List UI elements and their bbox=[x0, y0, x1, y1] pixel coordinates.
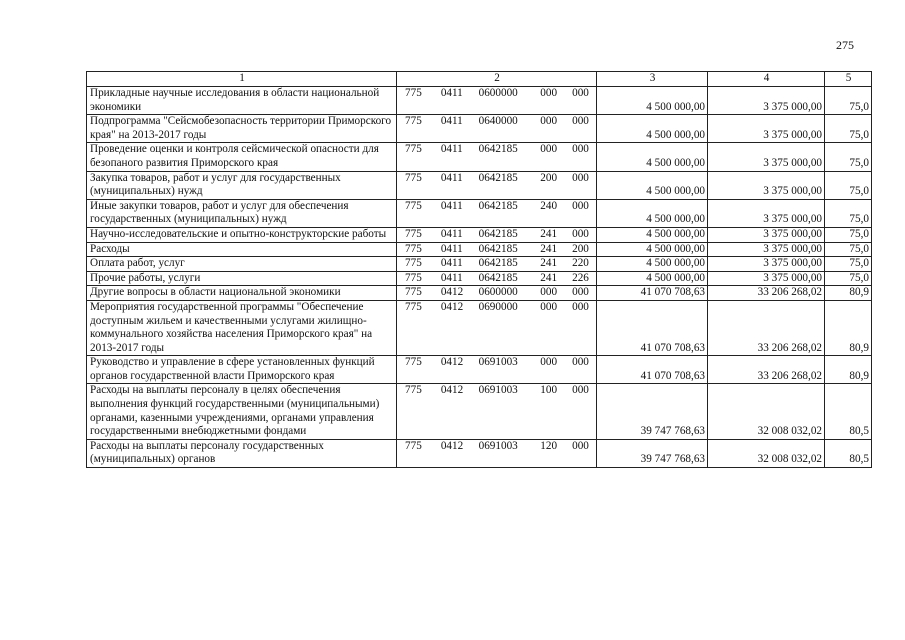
row-name: Оплата работ, услуг bbox=[87, 257, 397, 272]
code-target: 0691003 bbox=[478, 356, 518, 369]
code-kosgu: 000 bbox=[572, 227, 589, 240]
row-value-executed: 3 375 000,00 bbox=[708, 271, 825, 286]
row-value-approved: 4 500 000,00 bbox=[597, 227, 708, 242]
code-kosgu: 000 bbox=[572, 286, 589, 299]
code-target: 0642185 bbox=[478, 143, 518, 156]
code-section: 0411 bbox=[440, 171, 463, 184]
row-name: Руководство и управление в сфере установленных функций органов государственной власти Приморского края bbox=[87, 356, 397, 384]
row-value-percent: 80,5 bbox=[825, 384, 872, 439]
table-header-row bbox=[87, 72, 872, 87]
code-ministry: 775 bbox=[405, 271, 422, 284]
code-ministry: 775 bbox=[405, 439, 422, 452]
row-codes bbox=[397, 115, 597, 143]
code-kosgu: 000 bbox=[572, 300, 589, 313]
row-value-percent: 80,5 bbox=[825, 439, 872, 467]
table-row bbox=[87, 257, 872, 272]
row-codes bbox=[397, 227, 597, 242]
code-section: 0412 bbox=[440, 300, 464, 313]
row-value-executed: 33 206 268,02 bbox=[708, 356, 825, 384]
code-ministry: 775 bbox=[405, 286, 422, 299]
row-name: Закупка товаров, работ и услуг для государственных (муниципальных) нужд bbox=[87, 171, 397, 199]
code-ministry: 775 bbox=[405, 300, 422, 313]
code-ministry: 775 bbox=[405, 115, 422, 128]
row-value-percent: 75,0 bbox=[825, 171, 872, 199]
code-ministry: 775 bbox=[405, 384, 422, 397]
row-value-executed: 32 008 032,02 bbox=[708, 384, 825, 439]
code-kosgu: 000 bbox=[572, 439, 589, 452]
table-row bbox=[87, 171, 872, 199]
code-kosgu: 000 bbox=[572, 87, 589, 99]
row-value-executed: 3 375 000,00 bbox=[708, 87, 825, 115]
code-target: 0640000 bbox=[478, 115, 518, 128]
code-ministry: 775 bbox=[405, 171, 422, 184]
table-row bbox=[87, 271, 872, 286]
code-section: 0412 bbox=[440, 286, 464, 299]
code-kosgu: 220 bbox=[572, 257, 589, 270]
row-value-approved: 41 070 708,63 bbox=[597, 356, 708, 384]
row-name: Мероприятия государственной программы "Обеспечение доступным жильем и качественными услугами жилищно-коммунального хозяйства населения Приморского края" на 2013-2017 годы bbox=[87, 300, 397, 355]
header-col-3: 3 bbox=[597, 72, 708, 87]
row-value-percent: 75,0 bbox=[825, 257, 872, 272]
code-section: 0411 bbox=[440, 271, 463, 284]
code-target: 0642185 bbox=[478, 242, 518, 255]
row-codes bbox=[397, 271, 597, 286]
table-row bbox=[87, 242, 872, 257]
page-number: 275 bbox=[836, 38, 854, 52]
row-codes bbox=[397, 242, 597, 257]
code-section: 0411 bbox=[440, 143, 463, 156]
code-ministry: 775 bbox=[405, 143, 422, 156]
code-target: 0600000 bbox=[478, 286, 518, 299]
row-value-executed: 3 375 000,00 bbox=[708, 199, 825, 227]
code-ministry: 775 bbox=[405, 356, 422, 369]
code-expense-type: 000 bbox=[540, 87, 558, 99]
table-row bbox=[87, 384, 872, 439]
code-target: 0642185 bbox=[478, 271, 518, 284]
code-target: 0691003 bbox=[478, 439, 518, 452]
row-value-percent: 75,0 bbox=[825, 242, 872, 257]
code-target: 0642185 bbox=[478, 171, 518, 184]
code-target: 0642185 bbox=[478, 199, 518, 212]
code-expense-type: 000 bbox=[540, 286, 558, 299]
row-value-executed: 33 206 268,02 bbox=[708, 300, 825, 355]
code-ministry: 775 bbox=[405, 257, 422, 270]
row-name: Расходы на выплаты персоналу в целях обеспечения выполнения функций государственными (муниципальными) органами, казенными учреждениями, органами управления государственными внебюджетными фондами bbox=[87, 384, 397, 439]
row-codes bbox=[397, 300, 597, 355]
code-expense-type: 100 bbox=[540, 384, 558, 397]
row-value-executed: 3 375 000,00 bbox=[708, 227, 825, 242]
row-value-approved: 4 500 000,00 bbox=[597, 199, 708, 227]
code-kosgu: 000 bbox=[572, 115, 589, 128]
row-codes bbox=[397, 439, 597, 467]
code-expense-type: 241 bbox=[540, 242, 558, 255]
code-section: 0411 bbox=[440, 227, 463, 240]
code-kosgu: 226 bbox=[572, 271, 589, 284]
row-codes bbox=[397, 199, 597, 227]
table-row bbox=[87, 356, 872, 384]
header-col-4: 4 bbox=[708, 72, 825, 87]
row-value-executed: 3 375 000,00 bbox=[708, 171, 825, 199]
code-kosgu: 000 bbox=[572, 356, 589, 369]
row-name: Расходы на выплаты персоналу государственных (муниципальных) органов bbox=[87, 439, 397, 467]
row-value-approved: 4 500 000,00 bbox=[597, 242, 708, 257]
row-value-approved: 39 747 768,63 bbox=[597, 439, 708, 467]
row-value-executed: 3 375 000,00 bbox=[708, 242, 825, 257]
row-value-percent: 75,0 bbox=[825, 227, 872, 242]
code-ministry: 775 bbox=[405, 227, 422, 240]
row-value-approved: 4 500 000,00 bbox=[597, 143, 708, 171]
row-value-percent: 75,0 bbox=[825, 87, 872, 115]
row-value-approved: 4 500 000,00 bbox=[597, 171, 708, 199]
code-section: 0411 bbox=[440, 257, 463, 270]
row-codes bbox=[397, 171, 597, 199]
row-codes bbox=[397, 356, 597, 384]
code-target: 0691003 bbox=[478, 384, 518, 397]
row-codes bbox=[397, 384, 597, 439]
code-section: 0411 bbox=[440, 242, 463, 255]
code-kosgu: 000 bbox=[572, 143, 589, 156]
row-value-executed: 33 206 268,02 bbox=[708, 286, 825, 301]
row-value-approved: 4 500 000,00 bbox=[597, 115, 708, 143]
table-row bbox=[87, 300, 872, 355]
code-expense-type: 240 bbox=[540, 199, 558, 212]
code-section: 0412 bbox=[440, 356, 464, 369]
code-target: 0690000 bbox=[478, 300, 518, 313]
budget-table bbox=[86, 71, 872, 468]
row-codes bbox=[397, 87, 597, 115]
code-expense-type: 000 bbox=[540, 356, 558, 369]
row-name: Научно-исследовательские и опытно-конструкторские работы bbox=[87, 227, 397, 242]
code-ministry: 775 bbox=[405, 87, 422, 99]
row-codes bbox=[397, 286, 597, 301]
row-value-approved: 39 747 768,63 bbox=[597, 384, 708, 439]
row-value-percent: 75,0 bbox=[825, 115, 872, 143]
row-value-approved: 41 070 708,63 bbox=[597, 300, 708, 355]
code-section: 0412 bbox=[440, 439, 464, 452]
row-name: Иные закупки товаров, работ и услуг для обеспечения государственных (муниципальных) нужд bbox=[87, 199, 397, 227]
row-value-approved: 41 070 708,63 bbox=[597, 286, 708, 301]
code-target: 0600000 bbox=[478, 87, 518, 99]
code-kosgu: 200 bbox=[572, 242, 589, 255]
row-value-executed: 3 375 000,00 bbox=[708, 257, 825, 272]
table-row bbox=[87, 87, 872, 115]
code-expense-type: 241 bbox=[540, 271, 558, 284]
code-expense-type: 200 bbox=[540, 171, 558, 184]
code-expense-type: 241 bbox=[540, 257, 558, 270]
code-section: 0411 bbox=[440, 199, 463, 212]
table-row bbox=[87, 199, 872, 227]
code-target: 0642185 bbox=[478, 257, 518, 270]
table-row bbox=[87, 227, 872, 242]
code-expense-type: 241 bbox=[540, 227, 558, 240]
row-value-approved: 4 500 000,00 bbox=[597, 271, 708, 286]
row-codes bbox=[397, 143, 597, 171]
code-kosgu: 000 bbox=[572, 171, 589, 184]
row-value-percent: 80,9 bbox=[825, 286, 872, 301]
code-target: 0642185 bbox=[478, 227, 518, 240]
row-value-executed: 3 375 000,00 bbox=[708, 115, 825, 143]
row-value-executed: 32 008 032,02 bbox=[708, 439, 825, 467]
header-col-1: 1 bbox=[87, 72, 397, 87]
row-name: Проведение оценки и контроля сейсмической опасности для безопаного развития Приморского края bbox=[87, 143, 397, 171]
table-row bbox=[87, 439, 872, 467]
row-value-percent: 75,0 bbox=[825, 143, 872, 171]
row-value-executed: 3 375 000,00 bbox=[708, 143, 825, 171]
code-section: 0411 bbox=[440, 87, 463, 99]
row-value-approved: 4 500 000,00 bbox=[597, 87, 708, 115]
header-col-2: 2 bbox=[397, 72, 597, 87]
row-value-percent: 80,9 bbox=[825, 300, 872, 355]
table-row bbox=[87, 286, 872, 301]
row-name: Подпрограмма "Сейсмобезопасность территории Приморского края" на 2013-2017 годы bbox=[87, 115, 397, 143]
table-row bbox=[87, 143, 872, 171]
code-kosgu: 000 bbox=[572, 384, 589, 397]
code-ministry: 775 bbox=[405, 199, 422, 212]
header-col-5: 5 bbox=[825, 72, 872, 87]
code-expense-type: 120 bbox=[540, 439, 558, 452]
code-ministry: 775 bbox=[405, 242, 422, 255]
row-codes bbox=[397, 257, 597, 272]
row-value-percent: 75,0 bbox=[825, 199, 872, 227]
code-expense-type: 000 bbox=[540, 300, 558, 313]
code-section: 0411 bbox=[440, 115, 463, 128]
row-value-approved: 4 500 000,00 bbox=[597, 257, 708, 272]
code-expense-type: 000 bbox=[540, 143, 558, 156]
row-name: Расходы bbox=[87, 242, 397, 257]
row-value-percent: 75,0 bbox=[825, 271, 872, 286]
code-section: 0412 bbox=[440, 384, 464, 397]
row-name: Другие вопросы в области национальной экономики bbox=[87, 286, 397, 301]
code-expense-type: 000 bbox=[540, 115, 558, 128]
row-value-percent: 80,9 bbox=[825, 356, 872, 384]
table-row bbox=[87, 115, 872, 143]
row-name: Прикладные научные исследования в области национальной экономики bbox=[87, 87, 397, 115]
row-name: Прочие работы, услуги bbox=[87, 271, 397, 286]
code-kosgu: 000 bbox=[572, 199, 589, 212]
